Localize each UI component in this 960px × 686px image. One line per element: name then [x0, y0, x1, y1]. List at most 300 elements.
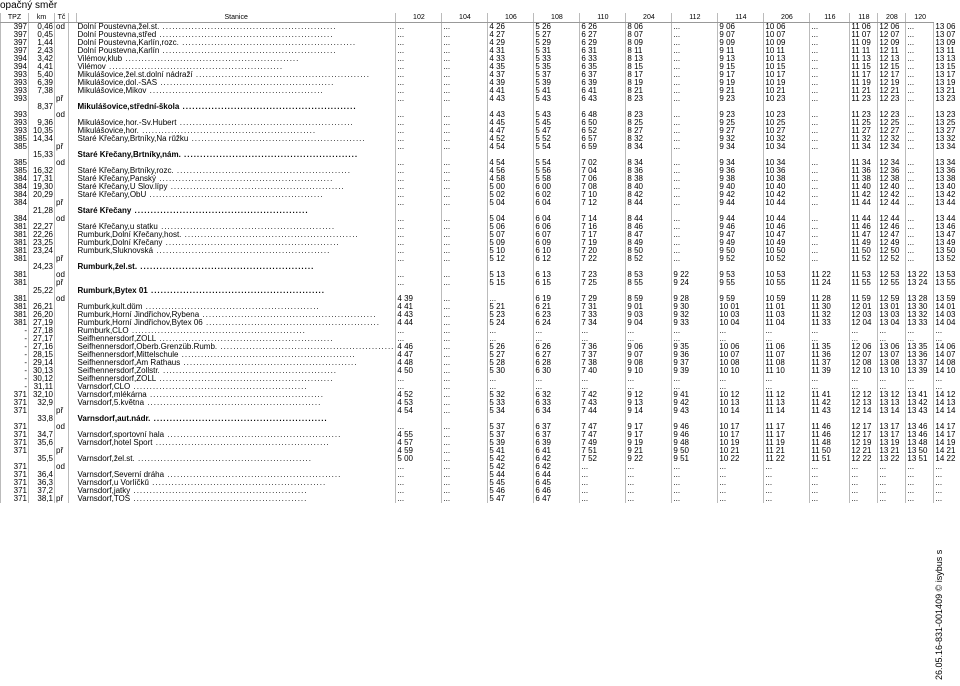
time-cell: 11 15 — [850, 63, 878, 71]
arrow-cell — [69, 391, 77, 399]
time-cell: ... — [442, 335, 488, 343]
time-cell: 10 09 — [764, 39, 810, 47]
km-cell: 1,44 — [29, 39, 55, 47]
time-cell: 13 44 — [935, 215, 956, 223]
time-cell: ... — [442, 431, 488, 439]
time-cell: 13 37 — [906, 359, 934, 367]
tpz-cell: 371 — [1, 479, 29, 487]
time-cell — [906, 287, 934, 295]
marker-cell — [55, 103, 69, 111]
time-cell: 11 36 — [850, 167, 878, 175]
station-label: Varnsdorf,Severní dráha — [77, 471, 165, 479]
time-cell — [810, 415, 850, 423]
time-cell: 6 46 — [534, 487, 580, 495]
table-row — [1, 167, 957, 175]
time-cell: 4 39 — [488, 79, 534, 87]
arrow-cell — [69, 239, 77, 247]
time-cell: 11 44 — [850, 215, 878, 223]
time-cell: ... — [396, 247, 442, 255]
arrow-cell — [69, 343, 77, 351]
time-cell: ... — [906, 135, 934, 143]
time-cell: ... — [718, 487, 764, 495]
km-cell: 26,20 — [29, 311, 55, 319]
time-cell: 13 06 — [935, 22, 956, 31]
time-cell: 13 55 — [935, 279, 956, 287]
time-cell: ... — [442, 439, 488, 447]
column-header: 104 — [442, 13, 488, 23]
km-cell: 6,39 — [29, 79, 55, 87]
time-cell: 11 36 — [810, 351, 850, 359]
time-cell: ... — [442, 343, 488, 351]
time-cell: 6 37 — [534, 431, 580, 439]
time-cell: 6 04 — [534, 215, 580, 223]
time-cell: ... — [850, 471, 878, 479]
time-cell: 12 12 — [850, 391, 878, 399]
time-cell: 8 25 — [626, 119, 672, 127]
km-cell — [29, 215, 55, 223]
table-row — [1, 39, 957, 47]
time-cell: 9 25 — [718, 119, 764, 127]
marker-cell — [55, 223, 69, 231]
time-cell: ... — [442, 495, 488, 503]
time-cell — [396, 103, 442, 111]
time-cell — [488, 103, 534, 111]
table-row — [1, 151, 957, 159]
time-cell — [534, 263, 580, 271]
time-cell: ... — [672, 495, 718, 503]
time-cell: 13 46 — [935, 223, 956, 231]
marker-cell — [55, 311, 69, 319]
station-name — [77, 359, 396, 367]
arrow-cell — [69, 31, 77, 39]
time-cell: ... — [580, 471, 626, 479]
time-cell: ... — [580, 383, 626, 391]
time-cell: 12 21 — [850, 447, 878, 455]
time-cell — [534, 287, 580, 295]
time-cell: ... — [442, 231, 488, 239]
time-cell: ... — [878, 495, 906, 503]
time-cell: 12 44 — [878, 215, 906, 223]
tpz-cell: 371 — [1, 431, 29, 439]
km-cell: 9,36 — [29, 119, 55, 127]
table-row — [1, 215, 957, 223]
time-cell: 12 06 — [878, 23, 906, 32]
arrow-cell — [69, 175, 77, 183]
time-cell: 11 46 — [810, 431, 850, 439]
time-cell: 11 27 — [850, 127, 878, 135]
time-cell: ... — [810, 223, 850, 231]
time-cell: 9 44 — [718, 199, 764, 207]
time-cell: 7 20 — [580, 247, 626, 255]
time-cell: 10 53 — [764, 271, 810, 279]
time-cell: ... — [810, 63, 850, 71]
time-cell: 9 23 — [718, 111, 764, 119]
station-label: Varnsdorf,aut.nádr. — [77, 415, 151, 423]
time-cell: 13 14 — [878, 407, 906, 415]
tpz-cell: 371 — [1, 495, 29, 503]
table-row — [1, 399, 957, 407]
time-cell: 4 47 — [488, 127, 534, 135]
station-name — [77, 55, 396, 63]
time-cell: ... — [906, 23, 934, 32]
time-cell — [534, 151, 580, 159]
time-cell: 12 27 — [878, 127, 906, 135]
column-header: Stanice — [77, 13, 396, 23]
time-cell: 7 14 — [580, 215, 626, 223]
time-cell: 5 45 — [488, 479, 534, 487]
time-cell: ... — [442, 351, 488, 359]
time-cell: ... — [672, 95, 718, 103]
column-header: 204 — [626, 13, 672, 23]
time-cell — [396, 263, 442, 271]
time-cell: 5 02 — [488, 191, 534, 199]
time-cell — [934, 151, 957, 159]
station-name — [77, 471, 396, 479]
tpz-cell: 393 — [1, 127, 29, 135]
time-cell: 6 02 — [534, 191, 580, 199]
time-cell: ... — [878, 463, 906, 471]
time-cell: ... — [396, 71, 442, 79]
time-cell: ... — [396, 47, 442, 55]
table-row — [1, 55, 957, 63]
time-cell: ... — [396, 463, 442, 471]
time-cell: 9 34 — [718, 143, 764, 151]
time-cell: 13 10 — [878, 367, 906, 375]
time-cell: ... — [442, 455, 488, 463]
time-cell: 9 51 — [672, 455, 718, 463]
column-header: km — [29, 13, 55, 23]
km-cell: 27,16 — [29, 343, 55, 351]
time-cell: 5 42 — [488, 455, 534, 463]
station-name — [77, 135, 396, 143]
marker-cell — [55, 127, 69, 135]
time-cell: ... — [810, 495, 850, 503]
time-cell: ... — [442, 55, 488, 63]
time-cell: ... — [906, 55, 934, 63]
arrow-cell — [69, 471, 77, 479]
time-cell — [810, 207, 850, 215]
time-cell: 13 40 — [935, 183, 956, 191]
time-cell: 7 36 — [580, 343, 626, 351]
table-row — [1, 143, 957, 151]
time-cell: 5 47 — [488, 495, 534, 503]
marker-cell — [55, 343, 69, 351]
time-cell: ... — [850, 375, 878, 383]
marker-cell — [55, 303, 69, 311]
marker-cell — [55, 351, 69, 359]
km-cell: 3,42 — [29, 55, 55, 63]
time-cell: 10 01 — [718, 303, 764, 311]
km-cell: 14,34 — [29, 135, 55, 143]
time-cell: 10 38 — [764, 175, 810, 183]
time-cell: 8 47 — [626, 231, 672, 239]
time-cell — [442, 415, 488, 423]
time-cell: 4 45 — [488, 119, 534, 127]
time-cell: 11 23 — [850, 95, 878, 103]
time-cell: ... — [672, 215, 718, 223]
time-cell: ... — [396, 375, 442, 383]
time-cell: ... — [810, 31, 850, 39]
time-cell — [934, 263, 957, 271]
time-cell: 8 11 — [626, 47, 672, 55]
time-cell: 9 09 — [718, 39, 764, 47]
time-cell: ... — [810, 247, 850, 255]
table-row — [1, 407, 957, 415]
time-cell — [442, 287, 488, 295]
arrow-cell — [69, 351, 77, 359]
time-cell — [850, 415, 878, 423]
time-cell: ... — [810, 95, 850, 103]
time-cell: ... — [672, 223, 718, 231]
station-label: Seifhennersdorf,ZOLL — [77, 335, 157, 343]
time-cell: 9 49 — [718, 239, 764, 247]
time-cell — [626, 287, 672, 295]
time-cell: 6 26 — [534, 343, 580, 351]
time-cell — [626, 207, 672, 215]
time-cell: 10 03 — [718, 311, 764, 319]
time-cell: 11 40 — [850, 183, 878, 191]
column-header: 112 — [672, 13, 718, 23]
time-cell: ... — [672, 471, 718, 479]
time-cell: ... — [672, 255, 718, 263]
time-cell: 10 50 — [764, 247, 810, 255]
time-cell: 7 51 — [580, 447, 626, 455]
time-cell: ... — [934, 487, 957, 495]
time-cell: 13 21 — [878, 447, 906, 455]
km-cell: 10,35 — [29, 127, 55, 135]
time-cell: 12 22 — [850, 455, 878, 463]
time-cell: 4 29 — [488, 39, 534, 47]
time-cell: 13 42 — [906, 399, 934, 407]
time-cell: 8 42 — [626, 191, 672, 199]
time-cell: 5 56 — [534, 167, 580, 175]
time-cell: ... — [934, 463, 957, 471]
tpz-cell — [1, 151, 29, 159]
time-cell: ... — [810, 47, 850, 55]
station-name — [77, 495, 396, 503]
time-cell: 13 47 — [935, 231, 956, 239]
time-cell: 5 04 — [488, 199, 534, 207]
time-cell: ... — [878, 479, 906, 487]
time-cell: 11 13 — [850, 55, 878, 63]
time-cell: ... — [396, 423, 442, 431]
time-cell: 4 47 — [396, 351, 442, 359]
time-cell: 11 06 — [850, 23, 878, 32]
time-cell: 6 43 — [580, 95, 626, 103]
table-row — [1, 95, 957, 103]
km-cell: 23,24 — [29, 247, 55, 255]
table-row — [1, 375, 957, 383]
time-cell: 10 17 — [718, 431, 764, 439]
time-cell: 9 47 — [718, 231, 764, 239]
table-row — [1, 127, 957, 135]
table-row — [1, 31, 957, 39]
time-cell: 14 01 — [935, 303, 956, 311]
time-cell — [396, 287, 442, 295]
time-cell: 12 07 — [878, 31, 906, 39]
time-cell: 12 42 — [878, 191, 906, 199]
time-cell: 8 23 — [626, 95, 672, 103]
time-cell — [810, 263, 850, 271]
station-name — [77, 375, 396, 383]
time-cell: 10 40 — [764, 183, 810, 191]
time-cell: 6 52 — [580, 127, 626, 135]
time-cell: 6 15 — [534, 279, 580, 287]
time-cell — [672, 287, 718, 295]
time-cell: ... — [764, 495, 810, 503]
km-cell: 16,32 — [29, 167, 55, 175]
time-cell: 5 34 — [488, 407, 534, 415]
time-cell: ... — [626, 327, 672, 335]
time-cell: 11 07 — [850, 31, 878, 39]
time-cell: 11 17 — [850, 71, 878, 79]
time-cell: ... — [672, 63, 718, 71]
time-cell: 8 38 — [626, 175, 672, 183]
time-cell: 7 06 — [580, 175, 626, 183]
tpz-cell: - — [1, 327, 29, 335]
time-cell: ... — [718, 479, 764, 487]
table-row — [1, 495, 957, 503]
page-header: opačný směr — [0, 0, 58, 11]
time-cell: ... — [934, 383, 957, 391]
tpz-cell: 384 — [1, 191, 29, 199]
marker-cell — [55, 471, 69, 479]
station-name — [77, 231, 396, 239]
tpz-cell: 384 — [1, 215, 29, 223]
station-name — [77, 151, 396, 159]
station-name — [77, 367, 396, 375]
table-row — [1, 415, 957, 423]
time-cell: ... — [810, 167, 850, 175]
time-cell: ... — [442, 407, 488, 415]
time-cell: 7 08 — [580, 183, 626, 191]
time-cell — [718, 263, 764, 271]
time-cell: 9 42 — [672, 399, 718, 407]
table-row — [1, 79, 957, 87]
time-cell: 13 46 — [906, 423, 934, 431]
time-cell: 6 50 — [580, 119, 626, 127]
time-cell: 9 50 — [672, 447, 718, 455]
time-cell: 10 11 — [764, 47, 810, 55]
station-label: Mikulášovice,hor.-Sv.Hubert — [77, 119, 177, 127]
time-cell: ... — [442, 359, 488, 367]
time-cell: 11 41 — [810, 391, 850, 399]
time-cell: ... — [810, 215, 850, 223]
time-cell: ... — [878, 327, 906, 335]
time-cell: 13 51 — [906, 455, 934, 463]
time-cell: ... — [396, 183, 442, 191]
time-cell: 13 19 — [878, 439, 906, 447]
marker-cell — [55, 247, 69, 255]
station-label: Vilémov — [77, 63, 106, 71]
time-cell: ... — [906, 247, 934, 255]
time-cell: ... — [810, 111, 850, 119]
time-cell — [580, 287, 626, 295]
time-cell — [626, 151, 672, 159]
time-cell: 9 43 — [672, 407, 718, 415]
time-cell: ... — [396, 191, 442, 199]
time-cell — [396, 207, 442, 215]
time-cell: ... — [396, 471, 442, 479]
time-cell — [764, 207, 810, 215]
tpz-cell: 371 — [1, 471, 29, 479]
time-cell: 9 19 — [626, 439, 672, 447]
time-cell: 12 46 — [878, 223, 906, 231]
time-cell: 9 46 — [672, 431, 718, 439]
time-cell: 10 13 — [764, 55, 810, 63]
arrow-cell — [69, 103, 77, 111]
time-cell: 10 04 — [718, 319, 764, 327]
tpz-cell: 371 — [1, 463, 29, 471]
time-cell: 8 44 — [626, 199, 672, 207]
station-label: Staré Křečany,u statku — [77, 223, 158, 231]
tpz-cell: 384 — [1, 183, 29, 191]
station-name — [77, 215, 396, 223]
table-row — [1, 71, 957, 79]
time-cell: 11 30 — [810, 303, 850, 311]
time-cell: 9 50 — [718, 247, 764, 255]
time-cell: 5 26 — [534, 23, 580, 32]
time-cell: 4 41 — [488, 87, 534, 95]
marker-cell — [55, 383, 69, 391]
time-cell: 4 26 — [488, 23, 534, 32]
time-cell: ... — [906, 471, 934, 479]
time-cell: ... — [850, 495, 878, 503]
time-cell: 11 17 — [764, 431, 810, 439]
time-cell: 8 36 — [626, 167, 672, 175]
time-cell — [906, 151, 934, 159]
time-cell: ... — [810, 487, 850, 495]
time-cell: ... — [906, 79, 934, 87]
time-cell: 11 34 — [850, 159, 878, 167]
time-cell: 4 50 — [396, 367, 442, 375]
time-cell: 13 49 — [935, 239, 956, 247]
time-cell: 10 34 — [764, 159, 810, 167]
marker-cell — [55, 263, 69, 271]
time-cell: ... — [810, 199, 850, 207]
station-label: Mikulášovice,Mikov — [77, 87, 147, 95]
km-cell: 2,43 — [29, 47, 55, 55]
time-cell: 11 37 — [810, 359, 850, 367]
station-label: Staré Křečany,Panský — [77, 175, 157, 183]
tpz-cell: - — [1, 375, 29, 383]
marker-cell — [55, 167, 69, 175]
time-cell: ... — [442, 399, 488, 407]
arrow-cell — [69, 495, 77, 503]
time-cell: 5 35 — [534, 63, 580, 71]
time-cell — [934, 103, 957, 111]
time-cell: ... — [442, 463, 488, 471]
time-cell — [672, 263, 718, 271]
arrow-cell — [69, 215, 77, 223]
time-cell: 13 33 — [906, 319, 934, 327]
tpz-cell: 384 — [1, 175, 29, 183]
time-cell: 6 27 — [580, 31, 626, 39]
time-cell: ... — [718, 375, 764, 383]
station-name — [77, 127, 396, 135]
time-cell: 11 53 — [850, 271, 878, 279]
time-cell: ... — [810, 479, 850, 487]
time-cell: ... — [934, 471, 957, 479]
marker-cell — [55, 119, 69, 127]
table-row — [1, 383, 957, 391]
time-cell: ... — [672, 327, 718, 335]
time-cell: 11 17 — [764, 423, 810, 431]
time-cell: 12 17 — [850, 423, 878, 431]
km-cell: 4,41 — [29, 63, 55, 71]
station-label: Staré Křečany — [77, 207, 132, 215]
time-cell: 9 37 — [672, 359, 718, 367]
